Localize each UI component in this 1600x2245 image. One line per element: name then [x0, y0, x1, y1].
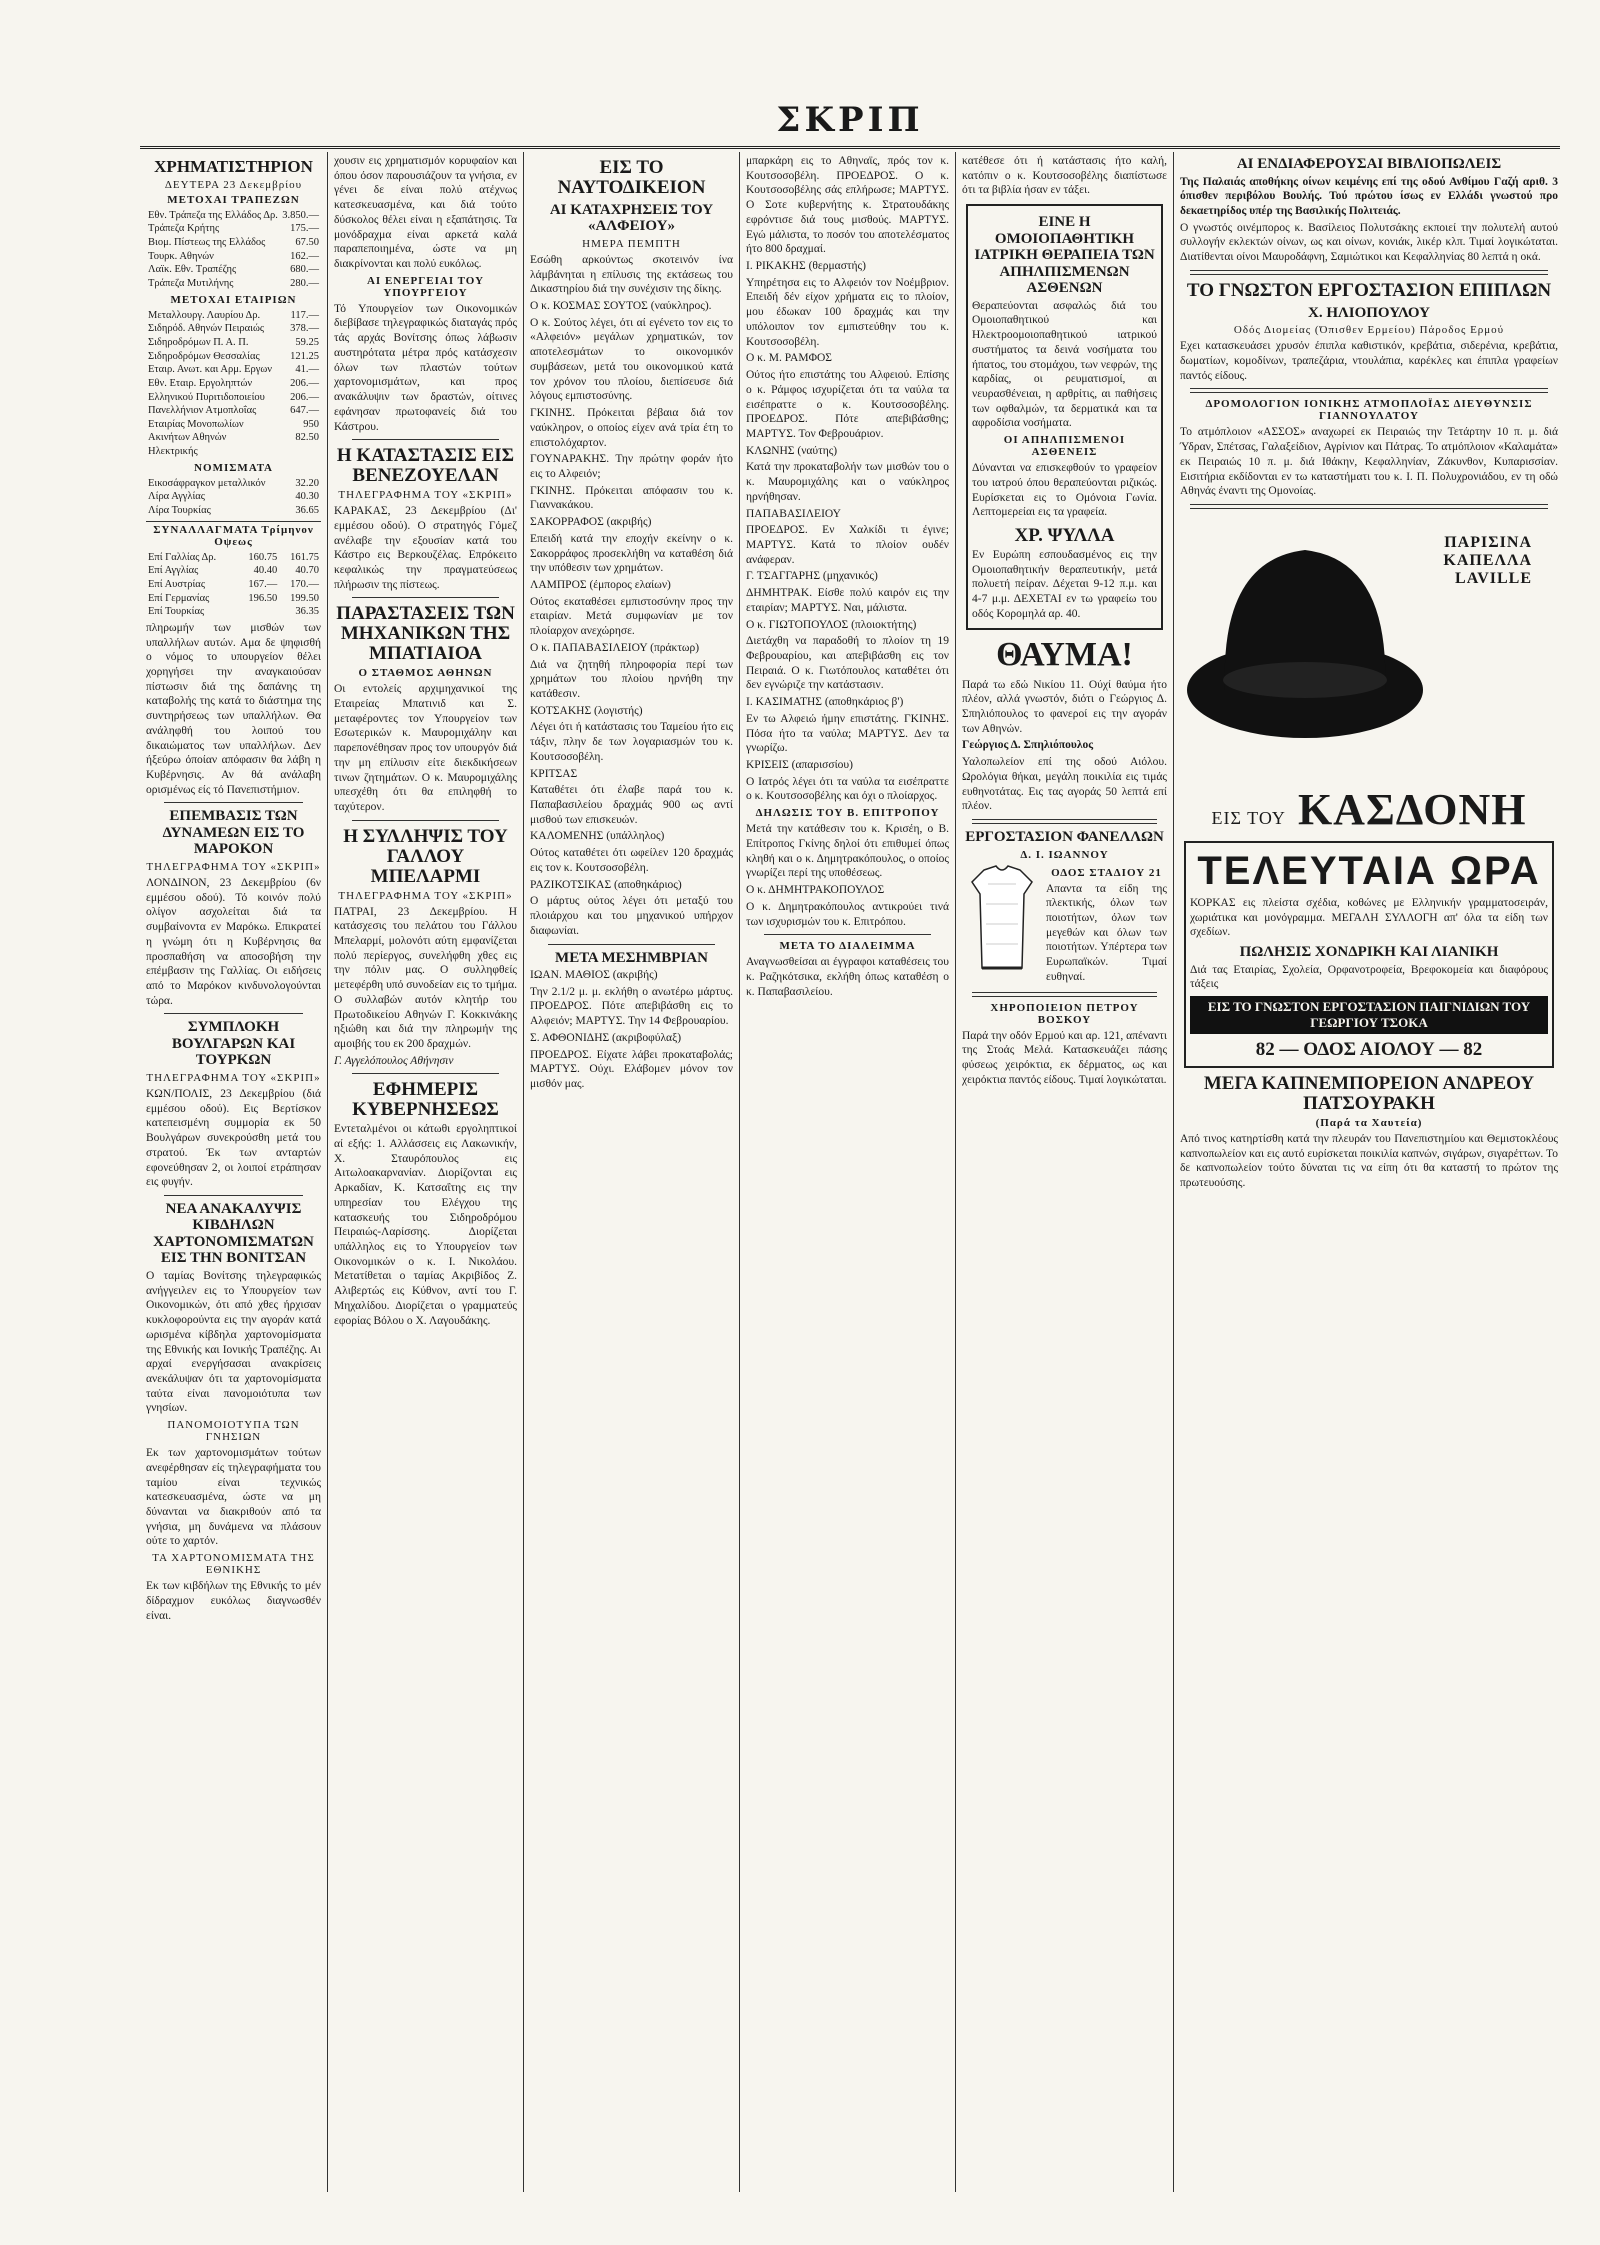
shop-text: Υαλοπωλείον επί της οδού Αιόλου. Ωρολόγια θήκαι, μεγάλη ποικιλία εις τιμάς ευθηνοτάτας. Εις τας αγοράς 50 λεπτά επί πλέον.: [962, 756, 1167, 813]
books-text-2: Ο γνωστός οινέμπορος κ. Βασίλειος Πολυτσάκης εκποιεί την πολυτελή αυτού συλλογήν εκλεκτών οίνων, ως και οίνων, κονιάκ, λικέρ κλπ. Τιμαί λογικώταται. Διατίθενται οίνοι Μαυροδάφνη, Σαμιώτικοι και Κεφαλληνίας 80 λεπτά η οκά.: [1180, 221, 1558, 264]
table-row: Τράπεζα Μυτιλήνης 280.—: [148, 278, 319, 290]
hat-illustration: [1180, 520, 1430, 770]
morocco-text: ΛΟΝΔΙΝΟΝ, 23 Δεκεμβρίου (6ν εμμέσου οδού). Τό κοινόν πολύ ολίγον ασχολείται διά τα συμβαίνοντα εν Μαρόκω. Επικρατεί η γνώμη ότι η Κυβέρνησις θα προσπαθήση να αποσοβήση την επέμβασιν της Γαλλίας. Οι ειδήσεις από το Μαρόκον κινδυνολογούνται τώρα.: [146, 876, 321, 1007]
kasdoni-headline: [1180, 784, 1558, 835]
table-row: Λίρα Αγγλίας 40.30: [148, 491, 319, 503]
tobacco-subheading: (Παρά τα Χαυτεία): [1315, 1116, 1423, 1129]
flannel-title: ΕΡΓΟΣΤΑΣΙΟΝ ΦΑΝΕΛΛΩΝ: [965, 829, 1164, 845]
hopeless-text: Δύνανται να επισκεφθούν το γραφείον του ιατρού όπου θεραπεύονται ριζικώς. Ευρίσκεται εις το Ομόνοια Γωνία. Λεπτομερείαι εις τα γραφεία.: [972, 462, 1157, 519]
witness-text: Ούτος εκαταθέσει εμπιστοσύνην προς την εταιρίαν. Μετά συμφωνίαν με τον πλοίαρχον ανεχώρησε.: [530, 595, 733, 638]
divider: [352, 597, 499, 598]
witness-text: Υπηρέτησα εις το Αλφειόν τον Νοέμβριον. Επειδή δέν είχον χρήματα εις το πλοίον, μου έδωκαν 100 δραχμάς και την υπόλοιπον τον εμπιστεύθην του κ. Κουτσοσοβέλη.: [746, 276, 949, 348]
witness-text: Διετάχθη να παραδοθή το πλοίον τη 19 Φεβρουαρίου, και απεβιβάσθη εις τον Πειραιά. Ο κ. Γιωτόπουλος καταθέτει ότι δεν εγνώριζε την κατάστασιν.: [746, 635, 949, 692]
witness-text: Ο κ. Σούτος λέγει, ότι αί εγένετο τον εις το «Αλφειόν» μεγάλων χρηματικών, τον αποτελεσμάτων το οικονομικόν συμβάσεων, μετά του οικονομικού κατά τον χρόνον του πλοίου, διεπίσευσε διά λόγους εμπιστοσύνης.: [530, 316, 733, 403]
table-row: Επί Αυστρίας 167.— 170.—: [148, 578, 319, 590]
newspaper-title: ΣΚΡΙΠ: [776, 100, 924, 140]
table-row: Μεταλλουργ. Λαυρίου Δρ. 117.—: [148, 309, 319, 321]
table-row: Ακινήτων Αθηνών 82.50: [148, 432, 319, 444]
divider: [352, 439, 499, 440]
signature: Γ. Αγγελόπουλος Αθήνησιν: [334, 1054, 454, 1067]
column-3: [524, 152, 739, 2192]
flannel-address: ΟΔΟΣ ΣΤΑΔΙΟΥ 21: [1051, 866, 1162, 879]
table-row: Επί Γερμανίας 196.50 199.50: [148, 592, 319, 604]
witness-heading: ΚΛΩΝΗΣ (ναύτης): [746, 444, 838, 457]
address: 82 — ΟΔΟΣ ΑΙΟΛΟΥ — 82: [1255, 1039, 1483, 1061]
banknotes-text: Ο ταμίας Βονίτσης τηλεγραφικώς ανήγγειλεν εις το Υπουργείον των Οικονομικών, ότι από χθες ήρχισαν κυκλοφορούντα εις την αγοράν κατά ωρισμένα κίβδηλα χαρτονομίσματα της Εθνικής και Ιονικής Τραπέζης. Αι αρχαί ενεργήσασαι ανακρίσεις ανεκάλυψαν ότι τα χαρτονομίσματα ταύτα είναι πανομοιότυπα των γνησίων.: [146, 1269, 321, 1415]
bulgar-text: ΚΩΝ/ΠΟΛΙΣ, 23 Δεκεμβρίου (διά εμμέσου οδού). Εις Βερτίσκον κατεπεισμένη συμμορία εκ 50 Βουλγάρων συνεκρούσθη μετά του στρατού. Έκ των ανταρτών εφονεύθησαν 2, οι λοιποί ετράπησαν εις φυγήν.: [146, 1087, 321, 1189]
divider: [352, 1073, 499, 1074]
witness-heading: Ο κ. Μ. ΡΑΜΦΟΣ: [746, 352, 832, 365]
last-hour-text: ΚΟΡΚΑΣ εις πλείστα σχέδια, κοθώνες με Ελληνικήν γραμματοσειράν, χωριάτικα και μονόγραμμα. ΜΕΓΑΛΗ ΣΥΛΛΟΓΗ απ' όλα τα είδη των σχεδίων.: [1190, 897, 1548, 939]
homeopathy-ad: [966, 204, 1163, 629]
table-row: Τουρκ. Αθηνών 162.—: [148, 250, 319, 262]
article-text: κατέθεσε ότι ή κατάστασις ήτο καλή, κατόπιν ο κ. Κουτσοσοβέλης διαπίστωσε ότι τα βιβλία ήσαν εν τάξει.: [962, 155, 1167, 197]
witness-heading: Ι. ΚΑΣΙΜΑΤΗΣ (αποθηκάριος β'): [746, 696, 904, 709]
divider: [972, 992, 1157, 997]
books-text: Της Παλαιάς αποθήκης οίνων κειμένης επί της οδού Ανθίμου Γαζή αριθ. 3 όπισθεν περιβόλου Βουλής. Τού πρώτου ίσως εν Ελλάδι γνωστού προ δεκαετηρίδος υπέρ της Βασιλικής Πολιτειάς.: [1180, 175, 1558, 217]
table-row: Λίρα Τουρκίας 36.65: [148, 505, 319, 517]
venizelos-wire: ΤΗΛΕΓΡΑΦΗΜΑ ΤΟΥ «ΣΚΡΙΠ»: [338, 489, 513, 502]
tobacco-text: Από τινος κατηρτίσθη κατά την πλευράν του Πανεπιστημίου και Θεμιστοκλέους καπνοπωλείον και εις αυτό ευρίσκεται ποικιλία καπνών, σιγάρων, σιγαρέττων. Το δε καπνοπωλείον τούτο δύναται τις να είπη ότι θα καταστή το πρώτον της πρωτευούσης.: [1180, 1132, 1558, 1190]
morocco-wire: ΤΗΛΕΓΡΑΦΗΜΑ ΤΟΥ «ΣΚΡΙΠ»: [146, 860, 321, 873]
coins-table: [146, 477, 321, 518]
banks-table: [146, 209, 321, 291]
divider: [1190, 270, 1548, 275]
kasdoni-pre: ΕΙΣ ΤΟΥ: [1211, 808, 1286, 828]
divider: [352, 820, 499, 821]
flannel-owner: Δ. Ι. ΙΩΑΝΝΟΥ: [1020, 848, 1109, 861]
witness-heading: ΚΡΙΣΕΙΣ (απαρισσίου): [746, 759, 853, 772]
doctor-text: Εν Ευρώπη εσπουδασμένος εις την Ομοιοπαθητικήν θεραπευτικήν, μετά πολυετή πείραν. Δέχεται 9-12 π.μ. και 4-7 μ.μ. ΔΕΧΕΤΑΙ εν τω γραφείω του οδός Κορομηλά αρ. 40.: [972, 548, 1157, 620]
column-6: [1174, 152, 1564, 2192]
witness-heading: ΚΑΛΟΜΕΝΗΣ (υπάλληλος): [530, 830, 665, 843]
kasdoni-name: ΚΑΣΔΟΝΗ: [1297, 785, 1527, 834]
witness-heading: Ι. ΡΙΚΑΚΗΣ (θερμαστής): [746, 260, 866, 273]
witness-text: ΔΗΜΗΤΡΑΚ. Είσθε πολύ καιρόν εις την εταιρίαν; ΜΑΡΤΥΣ. Ναι, μάλιστα.: [746, 587, 949, 614]
witness-heading: ΚΡΙΤΣΑΣ: [530, 767, 578, 780]
table-row: Λαϊκ. Εθν. Τραπέζης 680.—: [148, 264, 319, 276]
masthead: [140, 100, 1560, 149]
shop-owner: Γεώργιος Δ. Σπηλιόπουλος: [962, 739, 1094, 752]
court-intro: Εσώθη αρκούντως σκοτεινόν ίνα λάμβάνηται η επίλυσις της εκτάσεως του Δικαστηρίου διά την συνέχισιν της δίκης.: [530, 253, 733, 296]
divider: [164, 1195, 303, 1196]
committee-text: Μετά την κατάθεσιν του κ. Κρισέη, ο Β. Επίτροπος Γκίνης δηλοί ότι επιθυμεί όπως κληθή και ο κ. Δημητρακόπουλος, ο οποίος γνωρίζει περί της υποθέσεως.: [746, 823, 949, 880]
article-text: χουσιν εις χρηματισμόν κορυφαίον και όπου όσον παρουσιάζουν τα γνήσια, εν γένει δε είναι πολύ ατέχνως κατεσκευασμένα, και διά τούτο δύσκολος θέλει είναι η εξαπάτησις. Τα μονόδραχμα είναι αρκετά καλά παραπεποιημένα, ώστε να μη διακρίνονται και πολύ ευκόλως.: [334, 155, 517, 271]
bosco-text: Παρά την οδόν Ερμού και αρ. 121, απέναντι της Στοάς Μελά. Κατασκευάζει πάσης φύσεως χειρόκτια, εκ δέρματος, ως και χειρόκτια παντός είδους. Τιμαί λογικώταται.: [962, 1029, 1167, 1086]
table-row: Ηλεκτρικής: [148, 446, 198, 458]
witness-heading: ΣΑΚΟΡΡΑΦΟΣ (ακριβής): [530, 516, 652, 529]
table-row: Επί Αγγλίας 40.40 40.70: [148, 565, 319, 577]
divider: [548, 944, 715, 945]
testimony-line: ΓΟΥΝΑΡΑΚΗΣ. Την πρώτην φοράν ήτο εις το Αλφειόν;: [530, 453, 733, 480]
court-day: ΗΜΕΡΑ ΠΕΜΠΤΗ: [582, 237, 681, 250]
exchange-title: ΧΡΗΜΑΤΙΣΤΗΡΙΟΝ: [154, 157, 313, 176]
sale-headline: ΠΩΛΗΣΙΣ ΧΟΝΔΡΙΚΗ ΚΑΙ ΛΙΑΝΙΚΗ: [1239, 944, 1499, 961]
miracle-headline: ΘΑΥΜΑ!: [996, 635, 1133, 673]
witness-heading: Γ. ΤΣΑΓΓΑΡΗΣ (μηχανικός): [746, 570, 878, 583]
bulgar-wire: ΤΗΛΕΓΡΑΦΗΜΑ ΤΟΥ «ΣΚΡΙΠ»: [146, 1071, 321, 1084]
gov-gazette-text: Εντεταλμένοι οι κάτωθι εργοληπτικοί αί εξής: 1. Αλλάσσεις εις Λακωνικήν, Χ. Σταυρόπουλος εις Αιτωλοακαρνανίαν. Διορίζονται εις Αρκαδίαν, Κ. Κατσαΐτης εις την υπηρεσίαν του Ελέγχου της κατασκευής του Σιδηροδρόμου Πειραιώς-Λαρίσσης. Διορίζεται υπάλληλος εις το Υπουργείον των Οικονομικών ο κ. Ι. Νικολάου. Μετατίθεται ο ταμίας Ακριβίδος Ζ. Αλιβερτώς εις Κύθνον, αντί του Γ. Μηχαλίδου. Διορίζεται ο γραμματεύς εφορίας Βόλου ο Χ. Λαγουδάκης.: [334, 1123, 517, 1327]
table-row: Εικοσάφραγκον μεταλλικόν 32.20: [148, 477, 319, 489]
furniture-headline: ΤΟ ΓΝΩΣΤΟΝ ΕΡΓΟΣΤΑΣΙΟΝ ΕΠΙΠΛΩΝ: [1186, 279, 1552, 301]
court-headline: ΕΙΣ ΤΟ ΝΑΥΤΟΔΙΚΕΙΟΝ: [557, 157, 706, 198]
bulgar-headline: ΣΥΜΠΛΟΚΗ ΒΟΥΛΓΑΡΩΝ ΚΑΙ ΤΟΥΡΚΩΝ: [171, 1019, 296, 1069]
hat-brand-block: [1412, 534, 1552, 588]
table-row: Εταιρ. Ανωτ. και Αρμ. Εργων 41.—: [148, 364, 319, 376]
testimony-line: ΓΚΙΝΗΣ. Πρόκειται απόφασιν του κ. Γιαννακάκου.: [530, 484, 733, 512]
column-5: [956, 152, 1173, 2192]
court-subheadline: ΑΙ ΚΑΤΑΧΡΗΣΕΙΣ ΤΟΥ «ΑΛΦΕΙΟΥ»: [549, 201, 714, 235]
genuine-title: ΠΑΝΟΜΟΙΟΤΥΠΑ ΤΩΝ ΓΝΗΣΙΩΝ: [167, 1419, 300, 1444]
banks-title: ΜΕΤΟΧΑΙ ΤΡΑΠΕΖΩΝ: [167, 193, 300, 206]
doctor-name: ΧΡ. ΨΥΛΛΑ: [1014, 525, 1115, 546]
witness-heading: Σ. ΑΦΘΟΝΙΔΗΣ (ακριβοφύλαξ): [530, 1031, 682, 1044]
article-text: πληρωμήν των μισθών των υπαλλήλων αυτών. Αμα δε ψηφισθή ο νόμος το υπουργείον θέλει χορηγήσει την αναγκαιούσαν πίστωσιν διά της δαπάνης τη καταβολής της κατά το διάστημα της συντηρήσεως των υπαλλήλων. Θα ανάληφθή του λοιπού του δικαιώματος των υπαλλήλων. Δεν ήξεύρω όποίαν απόφασιν θα λάβη η Κυβέρνησις. Αν θά ανάλαβη ορισμένως είς τό Πανεπιστήμιον.: [146, 621, 321, 796]
committee-title: ΔΗΛΩΣΙΣ ΤΟΥ Β. ΕΠΙΤΡΟΠΟΥ: [755, 807, 940, 820]
bank-notes-text: Εκ των κιβδήλων της Εθνικής το μέν δίδραχμον ευκόλως διαγνωσθέν είναι.: [146, 1580, 321, 1622]
table-row: Ελληνικού Πυριτιδοποιείου 206.—: [148, 391, 319, 403]
flannel-text: Απαντα τα είδη της πλεκτικής, όλων των ποιοτήτων, όλων των μεγεθών και όλων των ποιοτήτων. Υπέρτερα των Ευρωπαϊκών. Τιμαί ευθηναί.: [1046, 882, 1167, 983]
table-row: Εθν. Τράπεζα της Ελλάδος Δρ. 3.850.—: [148, 209, 319, 221]
table-row: Σιδηρόδ. Αθηνών Πειραιώς 378.—: [148, 323, 319, 335]
divider: [164, 1013, 303, 1014]
divider: [764, 934, 931, 935]
flannel-ad: [962, 864, 1167, 987]
witness-text: Επειδή κατά την εποχήν εκείνην ο κ. Σακορράφος προσεκλήθη να καταθέση διά την υπόθεσιν των χρημάτων.: [530, 532, 733, 575]
companies-table: [146, 309, 321, 459]
sale-text: Διά τας Εταιρίας, Σχολεία, Ορφανοτροφεία, Βρεφοκομεία και διαφόρους τάξεις: [1190, 963, 1548, 991]
witness-heading: Ο κ. ΓΙΩΤΟΠΟΥΛΟΣ (πλοιοκτήτης): [746, 618, 917, 631]
witness-heading: Ο κ. ΔΗΜΗΤΡΑΚΟΠΟΥΛΟΣ: [746, 884, 885, 897]
books-headline: ΑΙ ΕΝΔΙΑΦΕΡΟΥΣΑΙ ΒΙΒΛΙΟΠΩΛΕΙΣ: [1236, 156, 1502, 172]
table-row: Τράπεζα Κρήτης 175.—: [148, 223, 319, 235]
witness-text: Ο μάρτυς ούτος λέγει ότι μεταξύ του πλοιάρχου και του μηχανικού υπήρχον διαφωνίαι.: [530, 895, 733, 937]
shipping-headline: ΔΡΟΜΟΛΟΓΙΟΝ ΙΟΝΙΚΗΣ ΑΤΜΟΠΛΟΪΑΣ ΔΙΕΥΘΥΝΣΙΣ ΓΙΑΝΝΟΥΛΑΤΟΥ: [1205, 398, 1533, 423]
shipping-text: Το ατμόπλοιον «ΑΣΣΟΣ» αναχωρεί εκ Πειραιώς την Τετάρτην 10 π. μ. διά Ύδραν, Σπέτσας, Γαλαξείδιον, Αγρίνιον και Πάτρας. Το ατμόπλοιον «Καλαμάτα» εκ Πειραιώς 10 π. μ. διά Ιθάκην, Κεφαλληνίαν, Ζάκυνθον, Κυπαρισσίαν. Εισιτήρια εκδίδονται εν τω καταστήματι του κ. Ι. Π. Πολυχρονιάδου, εν τη οδώ Αθηνάς έναντι της Ομονοίας.: [1180, 426, 1558, 498]
furniture-owner: Χ. ΗΛΙΟΠΟΥΛΟΥ: [1307, 304, 1431, 321]
table-row: Πανελλήνιον Ατμοπλοΐας 647.—: [148, 405, 319, 417]
protests-headline: ΠΑΡΑΣΤΑΣΕΙΣ ΤΩΝ ΜΗΧΑΝΙΚΩΝ ΤΗΣ ΜΠΑΤΙΑΙΟΑ: [336, 603, 515, 665]
table-row: Εταιρίας Μονοπωλίων 950: [148, 418, 319, 430]
witness-text: ΠΡΟΕΔΡΟΣ. Είχατε λάβει προκαταβολάς; ΜΑΡΤΥΣ. Ούχι. Ελάβομεν μόνον τον μισθόν μας.: [530, 1048, 733, 1091]
gov-gazette-headline: ΕΦΗΜΕΡΙΣ ΚΥΒΕΡΝΗΣΕΩΣ: [352, 1079, 499, 1121]
divider: [972, 819, 1157, 824]
station-text: Οι εντολείς αρχιμηχανικοί της Εταιρείας Μπατινιδ και Σ. μεταφέροντες τον Υπουργείον των Εσωτερικών κ. Μαυρομιχάλην και παρεπονέθησαν προς τον υπουργόν διά την μη επίλυσιν είτε διεκδικήσεων τινων ζητημάτων. Ο κ. Μαυρομιχάλης υπεσχέθη ότι θα επιληφθή το ταχύτερον.: [334, 683, 517, 813]
fx-title: ΣΥΝΑΛΛΑΓΜΑΤΑ Τρίμηνον Οψεως: [146, 521, 321, 548]
last-hour-ad: [1184, 841, 1554, 1068]
witness-text: Καταθέτει ότι έλαβε παρά του κ. Παπαβασιλείου δραχμάς 900 ως αντί μισθού των επισκευών.: [530, 784, 733, 826]
bank-notes-title: ΤΑ ΧΑΡΤΟΝΟΜΙΣΜΑΤΑ ΤΗΣ ΕΘΝΙΚΗΣ: [152, 1552, 315, 1577]
arrest-wire: ΤΗΛΕΓΡΑΦΗΜΑ ΤΟΥ «ΣΚΡΙΠ»: [338, 889, 513, 902]
column-4: [740, 152, 955, 2192]
interval-text: Αναγνωσθείσαι αι έγγραφοι καταθέσεις του κ. Ραζηκότσικα, εκλήθη όπως καταθέση ο κ. Παπαβασιλείου.: [746, 956, 949, 998]
column-2: [328, 152, 523, 2192]
coins-title: ΝΟΜΙΣΜΑΤΑ: [194, 461, 273, 474]
homeopathy-text: Θεραπεύονται ασφαλώς διά του Ομοιοπαθητικού και Ηλεκτροομοιοπαθητικού ιατρικού συστήματος τα δεινά νοσήματα του ήπατος, του στομάχου, των νεφρών, της καρδίας, οι ρευματισμοί, αι νευρασθένειαι, η αρθρίτις, αι παθήσεις των οφθαλμών, τα δερματικά και τα αφροδίσια νοσήματα.: [972, 299, 1157, 430]
last-hour-headline: ΤΕΛΕΥΤΑΙΑ ΩΡΑ: [1197, 849, 1541, 893]
morocco-headline: ΕΠΕΜΒΑΣΙΣ ΤΩΝ ΔΥΝΑΜΕΩΝ ΕΙΣ ΤΟ ΜΑΡΟΚΟΝ: [162, 808, 305, 858]
fx-table: [146, 551, 321, 619]
hat-brand: ΠΑΡΙΣΙΝΑ ΚΑΠΕΛΛΑ LAVILLE: [1443, 534, 1532, 587]
energy-title: ΑΙ ΕΝΕΡΓΕΙΑΙ ΤΟΥ ΥΠΟΥΡΓΕΙΟΥ: [366, 274, 485, 299]
witness-heading: Ο κ. ΠΑΠΑΒΑΣΙΛΕΙΟΥ (πράκτωρ): [530, 641, 700, 654]
divider: [1190, 504, 1548, 509]
witness-text: Ο κ. Δημητρακόπουλος αντικρούει τινά των ισχυρισμών του κ. Επιτρόπου.: [746, 900, 949, 928]
table-row: Βιομ. Πίστεως της Ελλάδος 67.50: [148, 237, 319, 249]
interval-title: ΜΕΤΑ ΤΟ ΔΙΑΛΕΙΜΜΑ: [779, 940, 916, 953]
divider: [1190, 388, 1548, 393]
witness-text: Ο Ιατρός λέγει ότι τα ναύλα τα εισέπραττε ο κ. Κουτσοσοβέλης και όχι ο πλοίαρχος.: [746, 775, 949, 803]
exchange-date: ΔΕΥΤΕΡΑ 23 Δεκεμβρίου: [164, 178, 303, 191]
furniture-text: Εχει κατασκευάσει χρυσόν έπιπλα καθιστικόν, κρεβάτια, σιδερένια, κρεβάτια, δωματίων, κομοδίνων, τραπεζάρια, ντουλάπια, καρέκλες και έπιπλα γραφείων παντός είδους.: [1180, 340, 1558, 382]
venizelos-headline: Η ΚΑΤΑΣΤΑΣΙΣ ΕΙΣ ΒΕΝΕΖΟΥΕΛΑΝ: [336, 445, 515, 487]
witness-text: Την 2.1/2 μ. μ. εκλήθη ο ανωτέρω μάρτυς. ΠΡΟΕΔΡΟΣ. Πότε απεβιβάσθη εις το Αλφειόν; ΜΑΡΤΥΣ. Την 14 Φεβρουαρίου.: [530, 985, 733, 1028]
undershirt-illustration: [962, 864, 1042, 974]
witness-text: Λέγει ότι ή κατάστασις του Ταμείου ήτο εις τάξιν, πλην δε των λογαριασμών του κ. Κουτσοσοβέλη.: [530, 721, 733, 763]
hopeless-title: ΟΙ ΑΠΗΛΠΙΣΜΕΝΟΙ ΑΣΘΕΝΕΙΣ: [1003, 434, 1126, 459]
witness-heading: ΠΑΠΑΒΑΣΙΛΕΙΟΥ: [746, 507, 841, 520]
table-row: Εθν. Εταιρ. Εργοληπτών 206.—: [148, 377, 319, 389]
witness-heading: ΙΩΑΝ. ΜΑΘΙΟΣ (ακριβής): [530, 969, 658, 981]
energy-text: Τό Υπουργείον των Οικονομικών διεβίβασε τηλεγραφικώς διαταγάς πρός τάς αρχάς Βονίτσης όπως λάβωσιν αυστηρότατα μέτρα πρός κατάσχεσιν όλων των πλαστών τούτων χαρτονομισμάτων, και προς ανακάλυψιν των δραστών, οίτινες εφάνησαν πρωτοφανείς διά του Κάστρου.: [334, 302, 517, 433]
miracle-text: Παρά τω εδώ Νικίου 11. Ούχί θαύμα ήτο πλέον, αλλά γνωστόν, διότι ο Γεώργιος Δ. Σπηλιόπουλος το φανεροί εις την αγοράν των Αθηνών.: [962, 678, 1167, 735]
homeopathy-title: ΕΙΝΕ Η ΟΜΟΙΟΠΑΘΗΤΙΚΗ ΙΑΤΡΙΚΗ ΘΕΡΑΠΕΙΑ ΤΩΝ ΑΠΗΛΠΙΣΜΕΝΩΝ ΑΣΘΕΝΩΝ: [974, 214, 1155, 297]
afternoon-heading: ΜΕΤΑ ΜΕΣΗΜΒΡΙΑΝ: [555, 949, 708, 966]
genuine-text: Εκ των χαρτονομισμάτων τούτων ανεφέρθησαν είς τηλεγραφήματα του ταμίου είναι τεχνικώς κατεσκευασμένα, ώστε να μη δύνανται να διακριθούν από τα γνήσια, μη δυνάμενα να πλάσουν ούτε το χαρτόν.: [146, 1447, 321, 1548]
witness-text: Διά να ζητηθή πληροφορία περί των χρημάτων του πλοίου ηρνήθη την κατάθεσιν.: [530, 658, 733, 700]
venizelos-text: ΚΑΡΑΚΑΣ, 23 Δεκεμβρίου (Δι' εμμέσου οδού). Ο στρατηγός Γόμεζ ανέλαβε την εξουσίαν κατά του Κάστρο εις Βερκουζέλας. Επρόκειτο κεφαλικώς την πραγματεύσεως πλήρωσιν της πίστεως.: [334, 505, 517, 591]
witness-text: Εν τω Αλφειώ ήμην επιστάτης. ΓΚΙΝΗΣ. Πόσα ήτο τα ναύλα; ΜΑΡΤΥΣ. Δεν τα γνωρίζω.: [746, 712, 949, 755]
table-row: Επί Γαλλίας Δρ. 160.75 161.75: [148, 551, 319, 563]
testimony-line: ΓΚΙΝΗΣ. Πρόκειται βέβαια διά τον ναύκληρον, ο οποίος είχεν ανά τρία έτη το επιστολόχαρτον.: [530, 407, 733, 449]
table-row: Σιδηροδρόμων Θεσσαλίας 121.25: [148, 350, 319, 362]
station-title: Ο ΣΤΑΘΜΟΣ ΑΘΗΝΩΝ: [358, 667, 493, 680]
bosco-title: ΧΗΡΟΠΟΙΕΙΟΝ ΠΕΤΡΟΥ ΒΟΣΚΟΥ: [990, 1001, 1139, 1026]
table-row: Σιδηροδρόμων Π. Α. Π. 59.25: [148, 336, 319, 348]
witness-heading: ΚΟΤΣΑΚΗΣ (λογιστής): [530, 704, 643, 717]
hat-ad: [1180, 514, 1558, 784]
arrest-headline: Η ΣΥΛΛΗΨΙΣ ΤΟΥ ΓΑΛΛΟΥ ΜΠΕΛΑΡΜΙ: [343, 825, 508, 887]
witness-heading: Ο κ. ΚΟΣΜΑΣ ΣΟΥΤΟΣ (ναύκληρος).: [530, 300, 712, 313]
address-bar: ΕΙΣ ΤΟ ΓΝΩΣΤΟΝ ΕΡΓΟΣΤΑΣΙΟΝ ΠΑΙΓΝΙΔΙΩΝ ΤΟΥ ΓΕΩΡΓΙΟΥ ΤΣΟΚΑ: [1190, 996, 1548, 1034]
companies-title: ΜΕΤΟΧΑΙ ΕΤΑΙΡΙΩΝ: [170, 293, 297, 306]
divider: [164, 802, 303, 803]
witness-text: Ούτος ήτο επιστάτης του Αλφειού. Επίσης ο κ. Ράμφος ισχυρίζεται ότι τα ναύλα τα εισέπραττε ο κ. Κουτσοσοβέλης. ΠΡΟΕΔΡΟΣ. Πότε απεβιβάσθης; ΜΑΡΤΥΣ. Τον Φεβρουάριον.: [746, 369, 949, 440]
article-text: μπαρκάρη εις το Αθηναϊς, πρός τον κ. Κουτσοσοβέλη. ΠΡΟΕΔΡΟΣ. Ο κ. Κουτσοσοβέλης σάς επλήρωσε; ΜΑΡΤΥΣ. Ο Σοτε κυβερνήτης κ. Στρατουδάκης εφρόντισε διά τους μισθούς. ΜΑΡΤΥΣ. Εγώ μάλιστα, το ποσόν του αποτελέσματος ήτο 800 δραχμαί.: [746, 155, 949, 256]
arrest-text: ΠΑΤΡΑΙ, 23 Δεκεμβρίου. Η κατάσχεσις του πελάτου του Γάλλου Μπελαρμί, μολονότι αύτη εμφανίζεται πολύ περίεργος, συνελήφθη χθες εις την πόλιν μας. Ο συλληφθείς μετεφέρθη υπό συνοδείαν εις το τμήμα. Ο συλλαβών αυτόν κλητήρ του Πρωτοδικείου Αθηνών Γ. Κοκκινάκης ηξιώθη και διά την πληρωμήν της αμοιβής του εκ 200 δραχμών.: [334, 905, 517, 1050]
table-row: Επί Τουρκίας 36.35: [148, 606, 319, 618]
furniture-address: Οδός Διομείας (Όπισθεν Ερμείου) Πάροδος Ερμού: [1233, 324, 1505, 337]
witness-text: ΠΡΟΕΔΡΟΣ. Εν Χαλκίδι τι έγινε; ΜΑΡΤΥΣ. Κατά το πλοίον ουδέν ανάφεραν.: [746, 524, 949, 566]
witness-heading: ΡΑΖΙΚΟΤΣΙΚΑΣ (αποθηκάριος): [530, 878, 682, 891]
banknotes-headline: ΝΕΑ ΑΝΑΚΑΛΥΨΙΣ ΚΙΒΔΗΛΩΝ ΧΑΡΤΟΝΟΜΙΣΜΑΤΩΝ ΕΙΣ ΤΗΝ ΒΟΝΙΤΣΑΝ: [153, 1200, 314, 1267]
witness-heading: ΛΑΜΠΡΟΣ (έμπορος ελαίων): [530, 578, 671, 591]
column-1: [140, 152, 327, 2192]
tobacco-headline: ΜΕΓΑ ΚΑΠΝΕΜΠΟΡΕΙΟΝ ΑΝΔΡΕΟΥ ΠΑΤΣΟΥΡΑΚΗ: [1203, 1073, 1535, 1114]
witness-text: Κατά την προκαταβολήν των μισθών του ο κ. Μαυρομιχάλης και ο ναύκληρος ηρνήθησαν.: [746, 461, 949, 503]
witness-text: Ούτος καταθέτει ότι ωφείλεν 120 δραχμάς εις τον κ. Κουτσοσοβέλη.: [530, 847, 733, 874]
